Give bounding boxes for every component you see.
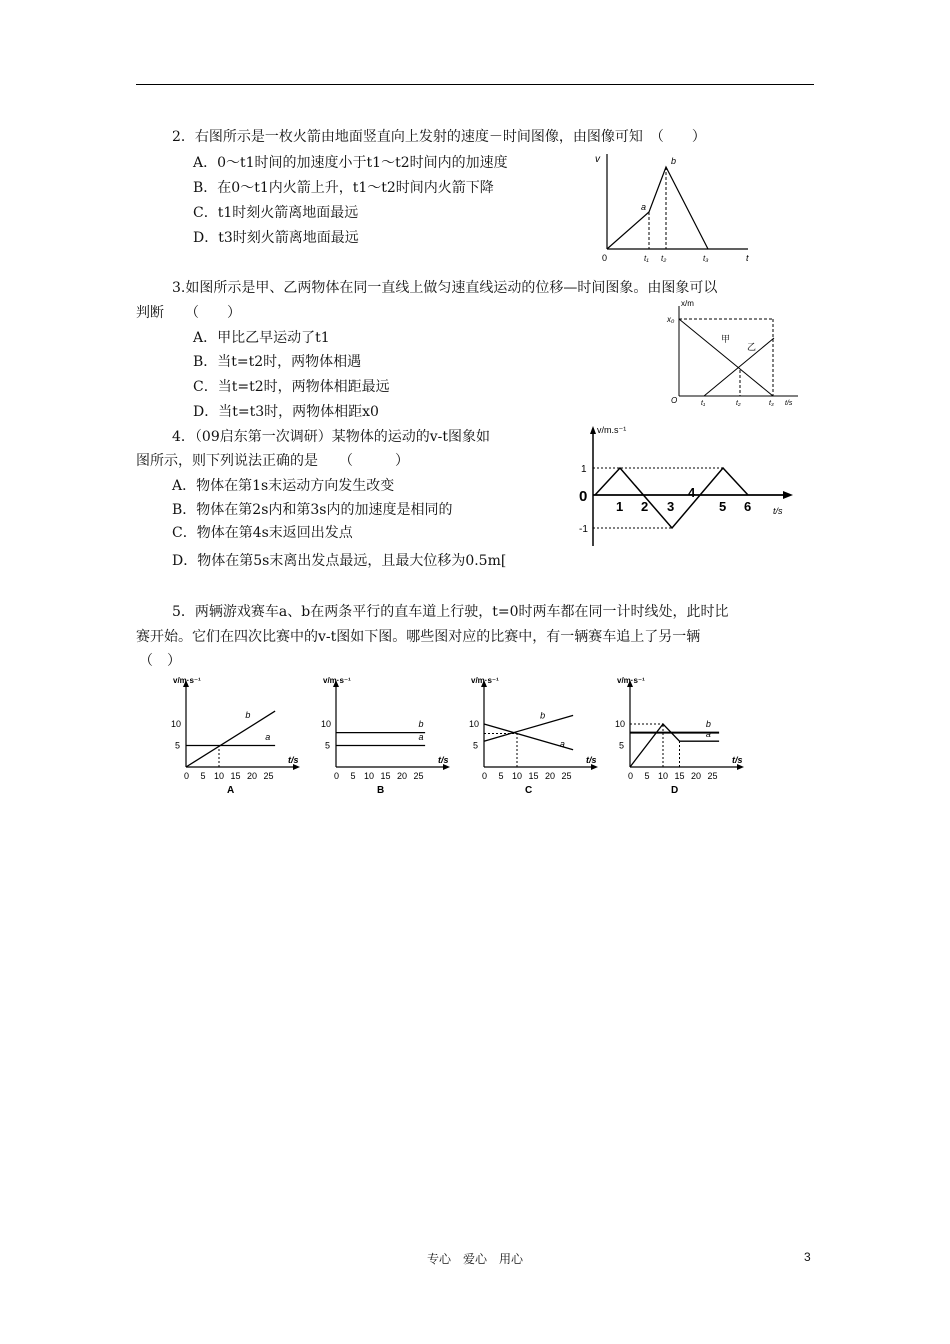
q2-rocket-vt-graph <box>590 150 760 265</box>
y-tick-10: 10 <box>321 719 332 729</box>
graph-caption: A <box>227 785 235 795</box>
x-axis-label: t/s <box>586 755 597 765</box>
q5-stem-line3: （ ） <box>139 653 181 669</box>
x-tick-10: 10 <box>214 771 225 781</box>
q2-point-b: b <box>671 156 677 166</box>
q2-stem: 2．右图所示是一枚火箭由地面竖直向上发射的速度－时间图像，由图像可知 （ ） <box>172 129 706 145</box>
x-tick-25: 25 <box>263 771 274 781</box>
header-rule <box>136 84 814 85</box>
q2-option-c: C．t1时刻火箭离地面最远 <box>193 205 359 221</box>
q3-axis-x: x/m <box>681 299 694 308</box>
x-tick-15: 15 <box>528 771 539 781</box>
q5-stem-line2: 赛开始。它们在四次比赛中的v-t图如下图。哪些图对应的比赛中，有一辆赛车追上了另一辆 <box>136 629 701 645</box>
x-tick-15: 15 <box>674 771 685 781</box>
x-tick-5: 5 <box>200 771 206 781</box>
q3-xt-graph <box>664 298 806 410</box>
q4-tick-y1: 1 <box>581 464 587 475</box>
y-axis-label: v/m·s⁻¹ <box>323 676 351 685</box>
q3-stem-line2: 判断 （ ） <box>136 305 241 321</box>
x-tick-5: 5 <box>498 771 504 781</box>
x-axis-label: t/s <box>732 755 743 765</box>
q4-tick-x3: 3 <box>667 499 675 514</box>
q2-option-b: B．在0～t1内火箭上升，t1～t2时间内火箭下降 <box>193 180 494 196</box>
q3-tick-t3: t₃ <box>769 400 774 407</box>
q4-vt-graph <box>575 424 800 548</box>
q4-tick-x1: 1 <box>616 499 624 514</box>
y-tick-10: 10 <box>469 719 480 729</box>
q5-vt-graph-B <box>318 675 468 795</box>
x-tick-25: 25 <box>413 771 424 781</box>
q4-tick-x4: 4 <box>688 485 696 500</box>
q3-line-yi: 乙 <box>747 342 757 352</box>
q4-option-d: D．物体在第5s末离出发点最远，且最大位移为0.5m[ <box>172 553 507 569</box>
q3-axis-t: t/s <box>785 400 793 407</box>
q4-option-c: C．物体在第4s末返回出发点 <box>172 525 353 541</box>
q4-option-a: A．物体在第1s末运动方向发生改变 <box>172 478 395 494</box>
q3-option-c: C．当t=t2时，两物体相距最远 <box>193 379 390 395</box>
y-axis-label: v/m·s⁻¹ <box>471 676 499 685</box>
q2-axis-t: t <box>746 253 749 263</box>
y-tick-5: 5 <box>619 740 625 751</box>
q4-option-b: B．物体在第2s内和第3s内的加速度是相同的 <box>172 502 453 518</box>
series-a-label: a <box>265 731 271 742</box>
q5-vt-graph-C <box>466 675 616 795</box>
x-tick-10: 10 <box>658 771 669 781</box>
x-tick-20: 20 <box>397 771 408 781</box>
q2-tick-t1: t₁ <box>644 254 649 263</box>
series-b-label: b <box>245 709 251 720</box>
q4-tick-x2: 2 <box>641 499 649 514</box>
x-tick-10: 10 <box>512 771 523 781</box>
q4-origin: 0 <box>579 488 588 505</box>
q3-option-d: D．当t=t3时，两物体相距x0 <box>193 404 379 420</box>
x-tick-25: 25 <box>707 771 718 781</box>
q2-point-a: a <box>641 202 647 212</box>
x-axis-label: t/s <box>438 755 449 765</box>
x-tick-20: 20 <box>247 771 258 781</box>
y-axis-label: v/m·s⁻¹ <box>617 676 645 685</box>
q4-axis-v: v/m.s⁻¹ <box>597 425 627 435</box>
q3-option-a: A．甲比乙早运动了t1 <box>193 330 330 346</box>
q5-vt-graph-D <box>612 675 762 795</box>
q4-stem-line2: 图所示，则下列说法正确的是 （ ） <box>136 453 409 469</box>
x-tick-5: 5 <box>350 771 356 781</box>
x-tick-0: 0 <box>184 771 190 781</box>
graph-caption: C <box>525 785 533 795</box>
q2-option-d: D．t3时刻火箭离地面最远 <box>193 230 359 246</box>
y-tick-5: 5 <box>473 740 479 751</box>
q2-option-a: A．0～t1时间的加速度小于t1～t2时间内的加速度 <box>193 155 508 171</box>
q3-stem-line1: 3.如图所示是甲、乙两物体在同一直线上做匀速直线运动的位移—时间图象。由图象可以 <box>172 280 718 296</box>
x-tick-20: 20 <box>545 771 556 781</box>
y-tick-5: 5 <box>175 740 181 751</box>
y-axis-label: v/m·s⁻¹ <box>173 676 201 685</box>
q4-stem-line1: 4．（09启东第一次调研）某物体的运动的v-t图象如 <box>172 429 490 445</box>
q4-axis-t: t/s <box>773 506 783 516</box>
q2-origin: 0 <box>602 253 608 263</box>
q3-x0-label: x₀ <box>667 315 675 324</box>
y-tick-10: 10 <box>615 719 626 729</box>
series-a-label: a <box>705 728 711 739</box>
x-tick-5: 5 <box>644 771 650 781</box>
x-axis-label: t/s <box>288 755 299 765</box>
x-tick-0: 0 <box>334 771 340 781</box>
graph-caption: D <box>671 785 679 795</box>
series-b-label: b <box>705 719 711 730</box>
q3-tick-t1: t₁ <box>701 400 706 407</box>
q5-stem-line1: 5．两辆游戏赛车a、b在两条平行的直车道上行驶，t=0时两车都在同一计时线处，此时比 <box>172 604 729 620</box>
series-b-label: b <box>540 710 546 721</box>
x-tick-25: 25 <box>561 771 572 781</box>
y-tick-10: 10 <box>171 719 182 729</box>
q4-tick-x5: 5 <box>719 499 727 514</box>
x-tick-20: 20 <box>691 771 702 781</box>
q3-origin: O <box>671 396 678 405</box>
q2-axis-v: v <box>595 154 600 165</box>
y-tick-5: 5 <box>325 740 331 751</box>
q2-tick-t3: t₃ <box>703 254 709 263</box>
x-tick-0: 0 <box>482 771 488 781</box>
q3-tick-t2: t₂ <box>736 400 741 407</box>
x-tick-0: 0 <box>628 771 634 781</box>
page-number: 3 <box>804 1250 811 1264</box>
q3-line-jia: 甲 <box>721 334 731 344</box>
q5-vt-graph-A <box>168 675 318 795</box>
q4-tick-x6: 6 <box>744 499 752 514</box>
q4-tick-ym1: -1 <box>579 524 588 535</box>
q2-tick-t2: t₂ <box>661 254 667 263</box>
footer-text: 专心 爱心 用心 <box>426 1252 523 1266</box>
series-a-label: a <box>418 731 424 742</box>
series-b-line <box>186 711 275 767</box>
series-a-label: a <box>559 739 565 750</box>
q3-option-b: B．当t=t2时，两物体相遇 <box>193 354 362 370</box>
x-tick-15: 15 <box>230 771 241 781</box>
graph-caption: B <box>377 785 385 795</box>
x-tick-15: 15 <box>380 771 391 781</box>
x-tick-10: 10 <box>364 771 375 781</box>
series-b-label: b <box>418 719 424 730</box>
